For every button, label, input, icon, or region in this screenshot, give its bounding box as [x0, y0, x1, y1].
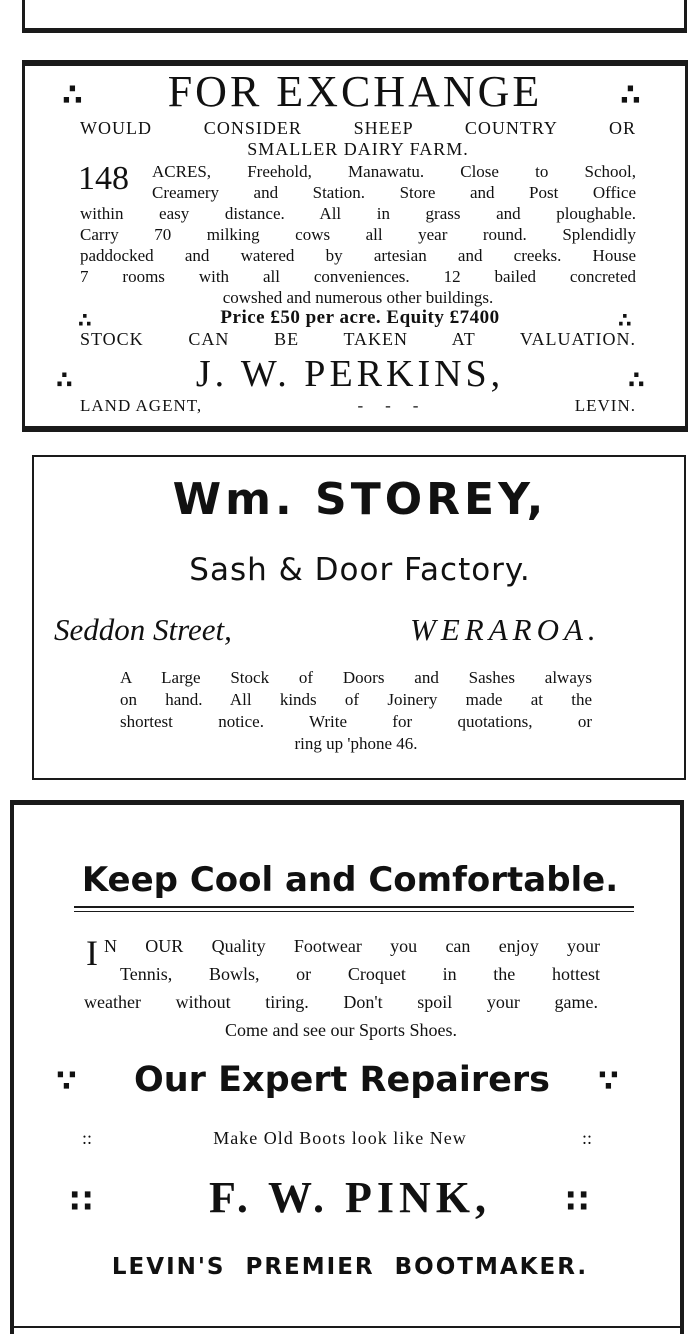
land-agent-location: LEVIN. — [574, 396, 636, 415]
boots-line: Make Old Boots look like New — [213, 1128, 467, 1148]
storey-subtitle: Sash & Door Factory. — [189, 552, 531, 588]
boots-dots-left: :: — [82, 1128, 93, 1148]
land-agent-dashes: - - - — [357, 396, 420, 415]
bottom-fragment-rule — [10, 1326, 684, 1328]
exchange-body-line-1: ACRES, Freehold, Manawatu. Close to School, — [152, 162, 636, 181]
boots-dots-right: :: — [582, 1128, 593, 1148]
pink-dots-left: ∷ — [70, 1182, 93, 1220]
exchange-heading: FOR EXCHANGE — [167, 67, 543, 116]
repairers-heading: Our Expert Repairers — [133, 1060, 551, 1100]
land-agent-row — [80, 396, 636, 416]
agent-dots-right: ∴ — [628, 366, 645, 394]
pink-dots-right: ∷ — [566, 1182, 589, 1220]
exchange-body-line-5: paddocked and watered by artesian and creeks. House — [80, 246, 636, 265]
pink-name: F. W. PINK, — [208, 1173, 491, 1222]
exchange-body-line-4: Carry 70 milking cows all year round. Splendidly — [80, 225, 636, 244]
storey-right-border — [684, 455, 686, 780]
land-agent-label: LAND AGENT, — [80, 396, 203, 415]
storey-body-line-1: A Large Stock of Doors and Sashes always — [120, 668, 592, 687]
consider-line-1: WOULD CONSIDER SHEEP COUNTRY OR — [80, 118, 636, 138]
stock-line: STOCK CAN BE TAKEN AT VALUATION. — [80, 329, 636, 349]
storey-town: WERAROA. — [410, 612, 601, 647]
repairers-dots-left: ∵ — [56, 1064, 77, 1099]
pink-body-line-1: N OUR Quality Footwear you can enjoy your — [104, 936, 600, 956]
keep-cool-underline-2 — [74, 911, 634, 912]
keep-cool-underline-1 — [74, 906, 634, 908]
agent-name: J. W. PERKINS, — [195, 353, 505, 395]
exchange-body-line-3: within easy distance. All in grass and ploughable. — [80, 204, 636, 223]
acreage-number: 148 — [78, 160, 129, 197]
storey-left-border — [32, 455, 34, 780]
pink-tagline: LEVIN'S PREMIER BOOTMAKER. — [111, 1254, 589, 1280]
exchange-body-line-6: 7 rooms with all conveniences. 12 bailed concreted — [80, 267, 636, 286]
heading-dots-right: ∴ — [620, 78, 641, 113]
drop-cap: I — [86, 933, 98, 973]
storey-body-line-4: ring up 'phone 46. — [294, 734, 418, 753]
storey-body-line-2: on hand. All kinds of Joinery made at the — [120, 690, 592, 709]
pink-right-border — [680, 800, 684, 1334]
top-fragment-bottom-rule — [22, 28, 687, 33]
top-fragment-right-border — [684, 0, 687, 30]
price-line: Price £50 per acre. Equity £7400 — [220, 307, 500, 328]
consider-line-2: SMALLER DAIRY FARM. — [247, 139, 469, 159]
top-fragment-left-border — [22, 0, 25, 30]
repairers-dots-right: ∵ — [598, 1064, 619, 1099]
pink-body-line-3: weather without tiring. Don't spoil your game. — [84, 992, 598, 1012]
exchange-body-line-7: cowshed and numerous other buildings. — [222, 288, 494, 307]
pink-left-border — [10, 800, 14, 1334]
storey-bottom-rule — [34, 778, 684, 780]
storey-name: Wm. STOREY, — [172, 474, 548, 525]
keep-cool-heading: Keep Cool and Comfortable. — [81, 860, 619, 900]
price-dots-right: ∴ — [618, 308, 632, 332]
storey-top-rule — [34, 455, 684, 457]
heading-dots-left: ∴ — [62, 78, 83, 113]
pink-top-rule — [10, 800, 684, 805]
pink-body-line-4: Come and see our Sports Shoes. — [225, 1020, 457, 1040]
pink-body-line-2: Tennis, Bowls, or Croquet in the hottest — [120, 964, 600, 984]
storey-body-line-3: shortest notice. Write for quotations, or — [120, 712, 592, 731]
storey-street: Seddon Street, — [54, 612, 232, 647]
agent-dots-left: ∴ — [56, 366, 73, 394]
exchange-body-line-2: Creamery and Station. Store and Post Office — [152, 183, 636, 202]
price-dots-left: ∴ — [78, 308, 92, 332]
